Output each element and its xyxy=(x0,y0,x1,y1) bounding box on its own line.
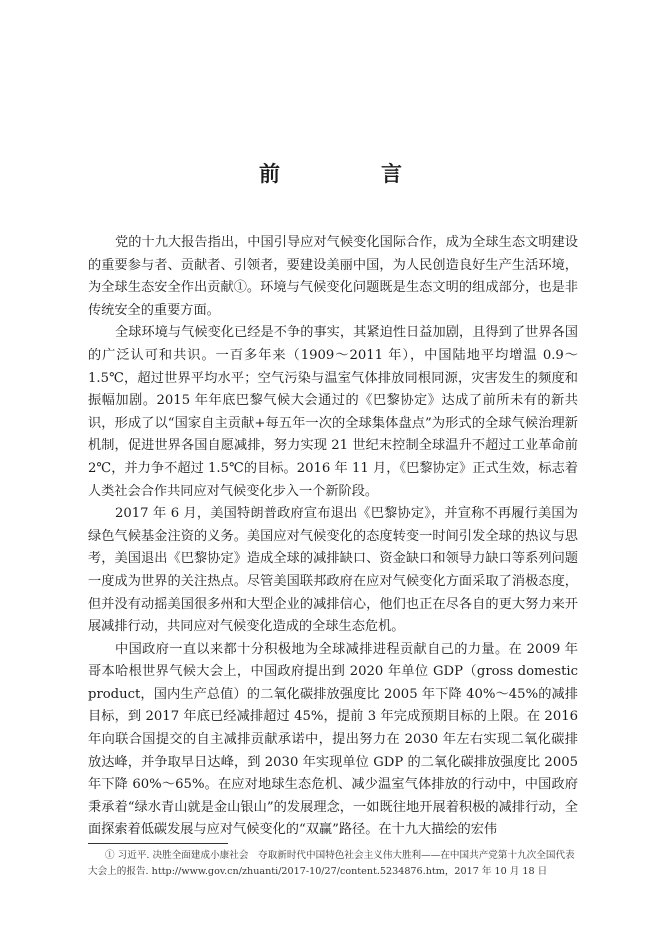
footnote xyxy=(88,848,578,880)
footnote-divider xyxy=(88,843,228,844)
body-text xyxy=(88,232,578,842)
paragraph-2: 全球环境与气候变化已经是不争的事实，其紧迫性日益加剧，且得到了世界各国的广泛认可和共识。一百多年来（1909～2011 年），中国陆地平均增温 0.9～1.5℃，超过世界平均水平；空气污染与温室气体排放同根同源，灾害发生的频度和振幅加剧。2015 年年底巴黎气候大会通过的《巴黎协定》达成了前所未有的新共识，形成了以“国家自主贡献+每五年一次的全球集体盘点”为形式的全球气候治理新机制，促进世界各国自愿减排，努力实现 21 世纪末控制全球温升不超过工业革命前 2℃，并力争不超过 1.5℃的目标。2016 年 11 月，《巴黎协定》正式生效，标志着人类社会合作共同应对气候变化步入一个新阶段。 xyxy=(88,325,578,499)
paragraph-1: 党的十九大报告指出，中国引导应对气候变化国际合作，成为全球生态文明建设的重要参与者、贡献者、引领者，要建设美丽中国，为人民创造良好生产生活环境，为全球生态安全作出贡献①。环境与气候变化问题既是生态文明的组成部分，也是非传统安全的重要方面。 xyxy=(88,235,578,318)
page-title: 前 言 xyxy=(259,162,442,186)
paragraph-4: 中国政府一直以来都十分积极地为全球减排进程贡献自己的力量。在 2009 年哥本哈根世界气候大会上，中国政府提出到 2020 年单位 GDP（gross domestic product，国内生产总值）的二氧化碳排放强度比 2005 年下降 40%～45%的减排目标，到 2017 年底已经减排超过 45%，提前 3 年完成预期目标的上限。在 2016 年向联合国提交的自主减排贡献承诺中，提出努力在 2030 年左右实现二氧化碳排放达峰，并争取早日达峰，到 2030 年实现单位 GDP 的二氧化碳排放强度比 2005 年下降 60%～65%。在应对地球生态危机、减少温室气体排放的行动中，中国政府秉承着“绿水青山就是金山银山”的发展理念，一如既往地开展着积极的减排行动，全面探索着低碳发展与应对气候变化的“双赢”路径。在十九大描绘的宏伟 xyxy=(88,641,578,838)
paragraph-3: 2017 年 6 月，美国特朗普政府宣布退出《巴黎协定》，并宣称不再履行美国为绿色气候基金注资的义务。美国应对气候变化的态度转变一时间引发全球的热议与思考，美国退出《巴黎协定》造成全球的减排缺口、资金缺口和领导力缺口等系列问题一度成为世界的关注热点。尽管美国联邦政府在应对气候变化方面采取了消极态度，但并没有动摇美国很多州和大型企业的减排信心，他们也正在尽各自的更大努力来开展减排行动，共同应对气候变化造成的全球生态危机。 xyxy=(88,506,578,635)
footnote-text: ① 习近平. 决胜全面建成小康社会 夺取新时代中国特色社会主义伟大胜利——在中国共产党第十九次全国代表大会上的报告. http://www.gov.cn/zhuanti/2017-10/27/content.5234876.htm，2017 年 10 月 18 日 xyxy=(88,850,575,877)
